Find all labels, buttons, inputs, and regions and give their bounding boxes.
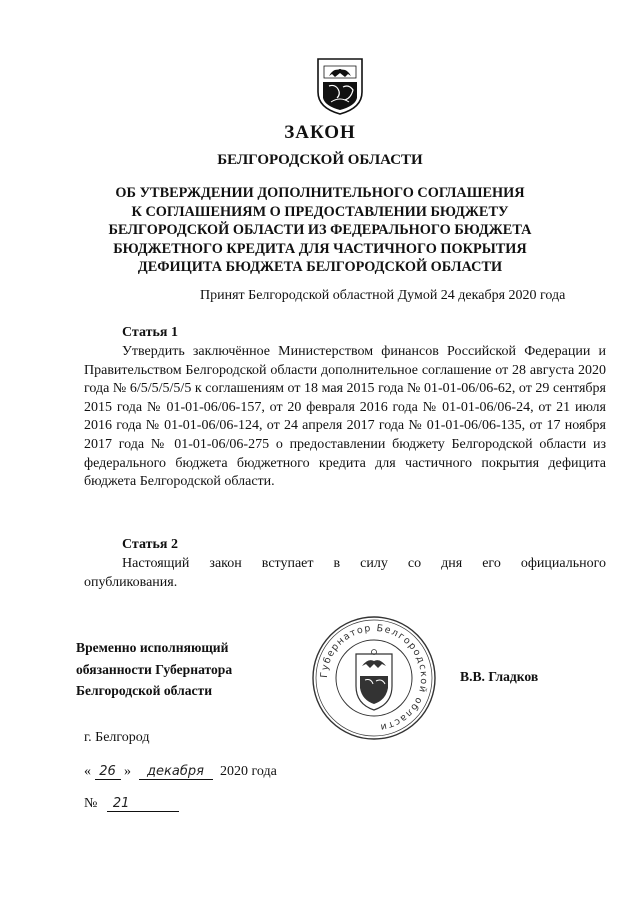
article-2-line: Настоящий закон вступает в силу со дня его официального <box>122 556 606 571</box>
law-region: БЕЛГОРОДСКОЙ ОБЛАСТИ <box>217 152 423 168</box>
article-1-heading: Статья 1 <box>122 325 178 340</box>
date-open-quote: « <box>84 764 91 779</box>
date-day: 26 <box>95 764 121 780</box>
law-heading-line: ДЕФИЦИТА БЮДЖЕТА БЕЛГОРОДСКОЙ ОБЛАСТИ <box>137 259 503 275</box>
article-1-text <box>84 343 606 492</box>
seal-emblem-icon <box>356 650 392 711</box>
signatory-position-line: Белгородской области <box>76 683 213 698</box>
date-year: 2020 года <box>220 764 277 779</box>
law-heading-line: ОБ УТВЕРЖДЕНИИ ДОПОЛНИТЕЛЬНОГО СОГЛАШЕНИЯ <box>115 185 525 201</box>
law-number <box>84 796 179 812</box>
seal-ring-text: Губернатор Белгородской области <box>318 622 430 733</box>
article-2-text <box>84 555 606 592</box>
signatory-position-line: обязанности Губернатора <box>76 661 233 677</box>
signatory-name: В.В. Гладков <box>460 669 539 684</box>
adoption-note: Принят Белгородской областной Думой 24 декабря 2020 года <box>200 288 566 303</box>
number-value: 21 <box>107 796 179 812</box>
law-heading-line: БЮДЖЕТНОГО КРЕДИТА ДЛЯ ЧАСТИЧНОГО ПОКРЫТИЯ <box>113 240 527 257</box>
article-2-heading: Статья 2 <box>122 537 178 552</box>
signatory-position-line: Временно исполняющий <box>76 640 229 655</box>
article-2-line: опубликования. <box>84 574 178 590</box>
signing-date <box>84 764 277 780</box>
city-label: г. Белгород <box>84 730 150 745</box>
law-heading-line: К СОГЛАШЕНИЯМ О ПРЕДОСТАВЛЕНИИ БЮДЖЕТУ <box>131 203 509 220</box>
article-1-paragraph: Утвердить заключённое Министерством финансов Российской Федерации и Правительством Белгородской области дополнительное соглашение от 28 августа 2020 года № 6/5/5/5/5/5 к соглашениям от 18 мая 2015 года № 01-01-06/06-62, от 29 сентября 2015 года № 01-01-06/06-157, от 20 февраля 2016 года № 01-01-06/06-24, от 21 июля 2016 года № 01-01-06/06-124, от 24 апреля 2017 года № 01-01-06/06-135, от 17 ноября 2017 года № 01-01-06/06-275 о предоставлении бюджету Белгородской области из федерального бюджета бюджетного кредита для частичного покрытия дефицита бюджета Белгородской области. <box>84 344 606 490</box>
law-title: ЗАКОН <box>284 122 356 143</box>
number-label: № <box>84 796 98 811</box>
date-close-quote: » <box>124 764 131 779</box>
signatory-position <box>76 637 232 702</box>
official-seal <box>310 614 438 742</box>
law-heading-line: БЕЛГОРОДСКОЙ ОБЛАСТИ ИЗ ФЕДЕРАЛЬНОГО БЮДЖЕТА <box>108 222 532 238</box>
coat-of-arms-emblem <box>315 56 365 116</box>
date-month: декабря <box>139 764 213 780</box>
